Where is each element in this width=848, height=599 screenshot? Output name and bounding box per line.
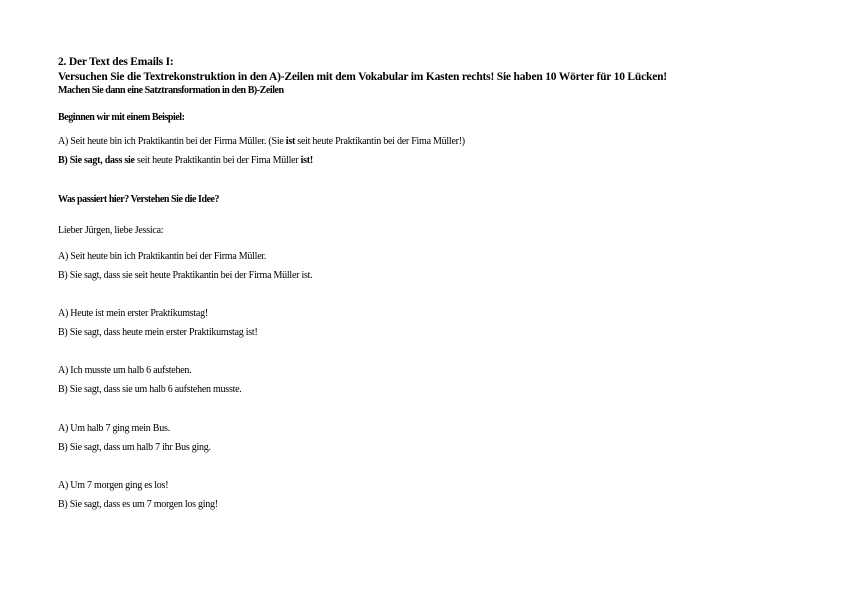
- question: Was passiert hier? Verstehen Sie die Idee?: [58, 194, 220, 205]
- line-b-2: B) Sie sagt, dass heute mein erster Praktikumstag ist!: [58, 327, 258, 338]
- line-b-3: B) Sie sagt, dass sie um halb 6 aufstehen musste.: [58, 384, 242, 395]
- line-a-2: A) Heute ist mein erster Praktikumstag!: [58, 308, 208, 319]
- line-a-1: A) Seit heute bin ich Praktikantin bei der Firma Müller.: [58, 251, 267, 262]
- instruction: Versuchen Sie die Textrekonstruktion in den A)-Zeilen mit dem Vokabular im Kasten rechts! Sie haben 10 Wörter für 10 Lücken!: [58, 71, 667, 83]
- example-line-a: A) Seit heute bin ich Praktikantin bei der Firma Müller. (Sie ist seit heute Praktikantin bei der Fima Müller!): [58, 136, 465, 147]
- greeting: Lieber Jürgen, liebe Jessica:: [58, 225, 164, 236]
- line-a-4: A) Um halb 7 ging mein Bus.: [58, 423, 170, 434]
- example-intro: Beginnen wir mit einem Beispiel:: [58, 112, 185, 123]
- line-b-4: B) Sie sagt, dass um halb 7 ihr Bus ging.: [58, 442, 211, 453]
- section-title: 2. Der Text des Emails I:: [58, 56, 174, 68]
- line-b-1: B) Sie sagt, dass sie seit heute Praktikantin bei der Firma Müller ist.: [58, 270, 313, 281]
- line-a-3: A) Ich musste um halb 6 aufstehen.: [58, 365, 192, 376]
- subinstruction: Machen Sie dann eine Satztransformation in den B)-Zeilen: [58, 85, 284, 96]
- line-b-5: B) Sie sagt, dass es um 7 morgen los ging!: [58, 499, 218, 510]
- line-a-5: A) Um 7 morgen ging es los!: [58, 480, 169, 491]
- example-line-b: B) Sie sagt, dass sie seit heute Praktikantin bei der Fima Müller ist!: [58, 155, 313, 166]
